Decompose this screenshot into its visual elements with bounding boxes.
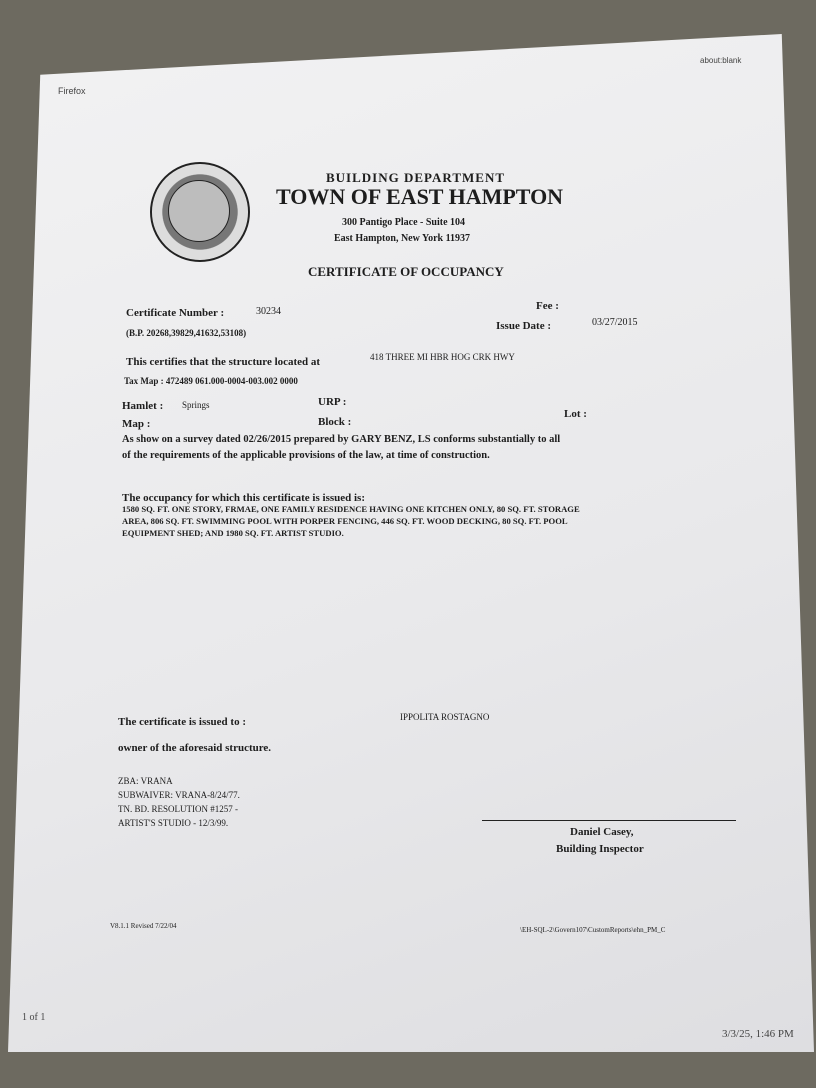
certificate-title: CERTIFICATE OF OCCUPANCY — [308, 264, 504, 279]
signature-line — [482, 820, 736, 821]
note-resolution: TN. BD. RESOLUTION #1257 - — [118, 804, 238, 814]
note-zba: ZBA: VRANA — [118, 776, 173, 786]
bp-numbers: (B.P. 20268,39829,41632,53108) — [126, 328, 247, 338]
department-heading: BUILDING DEPARTMENT — [326, 170, 506, 185]
block-label: Block : — [318, 416, 352, 428]
certificate-number: 30234 — [256, 306, 281, 317]
occupancy-line3: EQUIPMENT SHED; AND 1980 SQ. FT. ARTIST STUDIO. — [122, 528, 344, 538]
issued-to-label: The certificate is issued to : — [118, 716, 246, 728]
issue-date-label: Issue Date : — [496, 320, 551, 332]
structure-text: This certifies that the structure located at — [126, 356, 321, 368]
occupancy-heading: The occupancy for which this certificate is issued is: — [122, 492, 366, 504]
town-seal-icon — [150, 162, 250, 262]
page-indicator: 1 of 1 — [22, 1012, 46, 1023]
browser-label: Firefox — [58, 86, 86, 96]
form-version: V8.1.1 Revised 7/22/04 — [110, 922, 177, 930]
map-label: Map : — [122, 418, 151, 430]
occupancy-line1: 1580 SQ. FT. ONE STORY, FRMAE, ONE FAMILY RESIDENCE HAVING ONE KITCHEN ONLY, 80 SQ. FT. STORAGE — [122, 504, 580, 514]
certificate-number-label: Certificate Number : — [126, 307, 225, 319]
note-subwaiver: SUBWAIVER: VRANA-8/24/77. — [118, 790, 240, 800]
tax-map: Tax Map : 472489 061.000-0004-003.002 0000 — [124, 376, 298, 386]
address-line1: 300 Pantigo Place - Suite 104 — [342, 217, 466, 228]
fee-label: Fee : — [536, 300, 559, 312]
owner-name: IPPOLITA ROSTAGNO — [400, 712, 490, 722]
print-timestamp: 3/3/25, 1:46 PM — [722, 1028, 794, 1040]
town-heading: TOWN OF EAST HAMPTON — [276, 184, 564, 209]
address-line2: East Hampton, New York 11937 — [334, 233, 471, 244]
inspector-name: Daniel Casey, — [570, 826, 634, 838]
note-artist-studio: ARTIST'S STUDIO - 12/3/99. — [118, 818, 229, 828]
urp-label: URP : — [318, 396, 347, 408]
browser-url: about:blank — [700, 56, 742, 65]
occupancy-line2: AREA, 806 SQ. FT. SWIMMING POOL WITH PORPER FENCING, 446 SQ. FT. WOOD DECKING, 80 SQ. FT. POOL — [122, 516, 568, 526]
hamlet-label: Hamlet : — [122, 400, 164, 412]
hamlet-value: Springs — [182, 400, 210, 410]
owner-text: owner of the aforesaid structure. — [118, 742, 272, 754]
survey-text-line1: As show on a survey dated 02/26/2015 prepared by GARY BENZ, LS conforms substantially to all — [122, 434, 561, 445]
survey-text-line2: of the requirements of the applicable provisions of the law, at time of construction. — [122, 450, 490, 461]
structure-address: 418 THREE MI HBR HOG CRK HWY — [370, 352, 515, 362]
report-path: \EH-SQL-2\Govern107\CustomReports\ehn_PM_C — [520, 926, 666, 934]
issue-date: 03/27/2015 — [592, 317, 638, 328]
inspector-title: Building Inspector — [556, 843, 644, 855]
lot-label: Lot : — [564, 408, 587, 420]
